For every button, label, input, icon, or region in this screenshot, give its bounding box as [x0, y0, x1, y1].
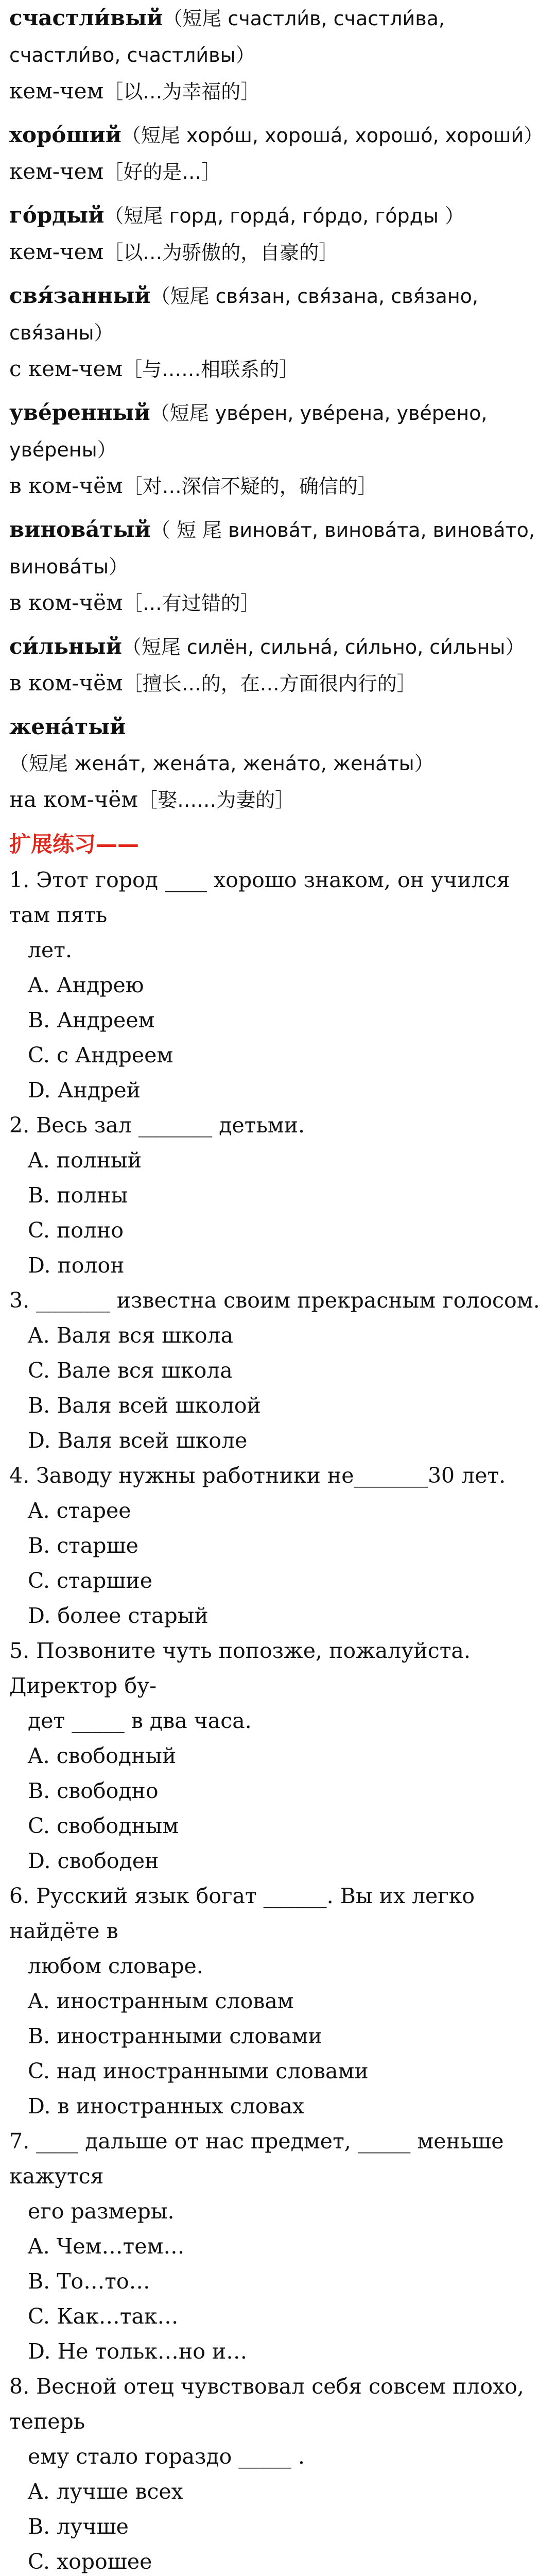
entry-short-forms: （短尾 счастли́в, счастли́ва, счастли́во, счастли́вы） [9, 7, 445, 66]
question-line-continued: его размеры. [28, 2199, 175, 2224]
entry-government-line [9, 665, 544, 702]
answer-option[interactable]: D. в иностранных словах [28, 2094, 305, 2119]
question-text [9, 2369, 544, 2474]
answer-option[interactable]: D. полон [28, 1253, 125, 1278]
answer-option[interactable]: A. Чем…тем… [28, 2234, 185, 2259]
entry-short-forms: （短尾 хоро́ш, хороша́, хорошо́, хороши́） [121, 124, 544, 147]
answer-option[interactable]: D. Не тольк…но и… [28, 2339, 248, 2364]
vocab-entry [9, 395, 544, 504]
entry-government: кем-чем [9, 159, 104, 184]
question-text [9, 1878, 544, 1984]
answer-option[interactable]: C. над иностранными словами [28, 2059, 369, 2083]
question [9, 2124, 544, 2369]
question-text [9, 1283, 544, 1318]
entry-meaning: ［与……相联系的］ [123, 358, 299, 381]
answer-option[interactable]: B. иностранными словами [28, 2024, 322, 2048]
entry-government: в ком-чём [9, 590, 123, 615]
entry-meaning: ［娶……为妻的］ [138, 789, 295, 811]
question-line: _______ известна своим прекрасным голосом. [36, 1288, 540, 1313]
vocab-entry [9, 197, 544, 270]
question [9, 1283, 544, 1458]
vocab-entry [9, 0, 544, 110]
entry-meaning: ［…有过错的］ [123, 592, 260, 615]
question-number: 1. [9, 868, 30, 892]
entry-headline [9, 117, 544, 154]
entry-word: хоро́ший [9, 122, 121, 147]
answer-option[interactable]: A. лучше всех [28, 2479, 183, 2504]
question-line-continued: дет _____ в два часа. [28, 1708, 252, 1733]
question-number: 8. [9, 2374, 30, 2399]
answer-option[interactable]: B. свободно [28, 1778, 159, 1803]
question-text [9, 1633, 544, 1738]
entry-headline [9, 197, 544, 234]
entry-word: счастли́вый [9, 5, 163, 30]
entry-meaning: ［以…为幸福的］ [103, 80, 260, 103]
entry-government: в ком-чём [9, 670, 123, 696]
answer-option[interactable]: D. более старый [28, 1603, 208, 1628]
entry-meaning: ［好的是…］ [103, 161, 221, 183]
section-title: 扩展练习—— [9, 832, 140, 857]
answer-option[interactable]: A. свободный [28, 1743, 177, 1768]
entry-government-line [9, 73, 544, 110]
question-number: 5. [9, 1638, 30, 1663]
question-line-continued: лет. [28, 938, 73, 962]
entry-meaning: ［对…深信不疑的，确信的］ [123, 475, 377, 498]
question [9, 1633, 544, 1878]
answer-option[interactable]: B. Андреем [28, 1008, 155, 1032]
entry-headline [9, 395, 544, 468]
entry-word: си́льный [9, 634, 122, 659]
vocab-entry [9, 117, 544, 190]
question-text [9, 1458, 544, 1493]
entry-government-line [9, 154, 544, 190]
entry-short-forms: （ 短 尾 винова́т, винова́та, винова́то, винова́ты） [9, 519, 535, 578]
question-line: Весь зал _______ детьми. [36, 1113, 305, 1138]
entry-headline [9, 709, 544, 782]
answer-option[interactable]: D. свободен [28, 1849, 159, 1873]
question-text [9, 1108, 544, 1143]
entry-word: жена́тый [9, 714, 126, 739]
entry-headline [9, 0, 544, 73]
question-line: ____ дальше от нас предмет, _____ меньше кажутся [9, 2129, 504, 2189]
question [9, 1878, 544, 2124]
question-text [9, 2124, 544, 2229]
vocab-entry [9, 629, 544, 702]
entry-short-forms: （短尾 свя́зан, свя́зана, свя́зано, свя́заны） [9, 285, 479, 344]
answer-option[interactable]: B. старше [28, 1533, 138, 1558]
entry-word: свя́занный [9, 283, 151, 308]
question-line: Позвоните чуть попозже, пожалуйста. Директор бу- [9, 1638, 471, 1698]
entry-government-line [9, 351, 544, 387]
answer-option[interactable]: D. Андрей [28, 1078, 141, 1103]
question-line: Весной отец чувствовал себя совсем плохо, теперь [9, 2374, 524, 2434]
entry-government: в ком-чём [9, 473, 123, 498]
answer-option[interactable]: A. Валя вся школа [28, 1323, 234, 1348]
entry-meaning: ［以…为骄傲的，自豪的］ [103, 241, 339, 264]
vocab-entry [9, 512, 544, 621]
answer-option[interactable]: A. иностранным словам [28, 1989, 294, 2013]
answer-option[interactable]: D. Валя всей школе [28, 1428, 248, 1453]
question-number: 6. [9, 1884, 30, 1908]
entry-government: на ком-чём [9, 787, 138, 812]
entry-government-line [9, 234, 544, 270]
entry-short-forms: （短尾 силён, сильна́, си́льно, си́льны） [121, 636, 525, 658]
entry-government-line [9, 468, 544, 504]
vocab-entry [9, 709, 544, 818]
entry-word: винова́тый [9, 517, 151, 542]
answer-option[interactable]: A. полный [28, 1148, 142, 1173]
vocab-entry [9, 278, 544, 387]
answer-option[interactable]: A. старее [28, 1498, 131, 1523]
entry-short-forms: （短尾 уве́рен, уве́рена, уве́рено, уве́рены） [9, 402, 488, 461]
question-line: Этот город ____ хорошо знаком, он учился там пять [9, 868, 510, 927]
question-line: Заводу нужны работники не_______30 лет. [36, 1463, 506, 1488]
answer-option[interactable]: A. Андрею [28, 973, 144, 997]
entry-government: кем-чем [9, 78, 104, 104]
question [9, 1458, 544, 1633]
answer-option[interactable]: C. старшие [28, 1568, 153, 1593]
answer-option[interactable]: C. хорошее [28, 2549, 152, 2574]
question-line-continued: ему стало гораздо _____ . [28, 2444, 305, 2469]
question-line: Русский язык богат ______. Вы их легко найдёте в [9, 1884, 475, 1943]
answer-option[interactable]: B. То…то… [28, 2269, 150, 2294]
answer-option[interactable]: B. лучше [28, 2514, 129, 2539]
answer-option[interactable]: C. Вале вся школа [28, 1358, 233, 1383]
question-number: 2. [9, 1113, 30, 1138]
answer-option[interactable]: C. с Андреем [28, 1043, 173, 1067]
answer-option[interactable]: C. свободным [28, 1814, 179, 1838]
entry-short-forms: （短尾 горд, горда́, го́рдо, го́рды ） [104, 205, 464, 227]
question-number: 7. [9, 2129, 30, 2154]
entry-headline [9, 278, 544, 351]
question [9, 862, 544, 1108]
entry-government-line [9, 782, 544, 818]
question-number: 4. [9, 1463, 30, 1488]
question [9, 1108, 544, 1283]
entry-word: го́рдый [9, 202, 105, 228]
question-text [9, 862, 544, 968]
entry-short-forms: （短尾 жена́т, жена́та, жена́то, жена́ты） [9, 752, 434, 775]
entry-headline [9, 629, 544, 665]
entry-word: уве́ренный [9, 400, 150, 425]
answer-option[interactable]: B. полны [28, 1183, 128, 1208]
entry-headline [9, 512, 544, 585]
question-line-continued: любом словаре. [28, 1954, 203, 1978]
answer-option[interactable]: C. полно [28, 1218, 124, 1243]
entry-government: кем-чем [9, 239, 104, 264]
answer-option[interactable]: C. Как…так… [28, 2304, 179, 2329]
answer-option[interactable]: B. Валя всей школой [28, 1393, 261, 1418]
entry-government: с кем-чем [9, 356, 123, 381]
entry-government-line [9, 585, 544, 621]
question [9, 2369, 544, 2576]
question-number: 3. [9, 1288, 30, 1313]
entry-meaning: ［擅长…的，在…方面很内行的］ [123, 672, 416, 695]
